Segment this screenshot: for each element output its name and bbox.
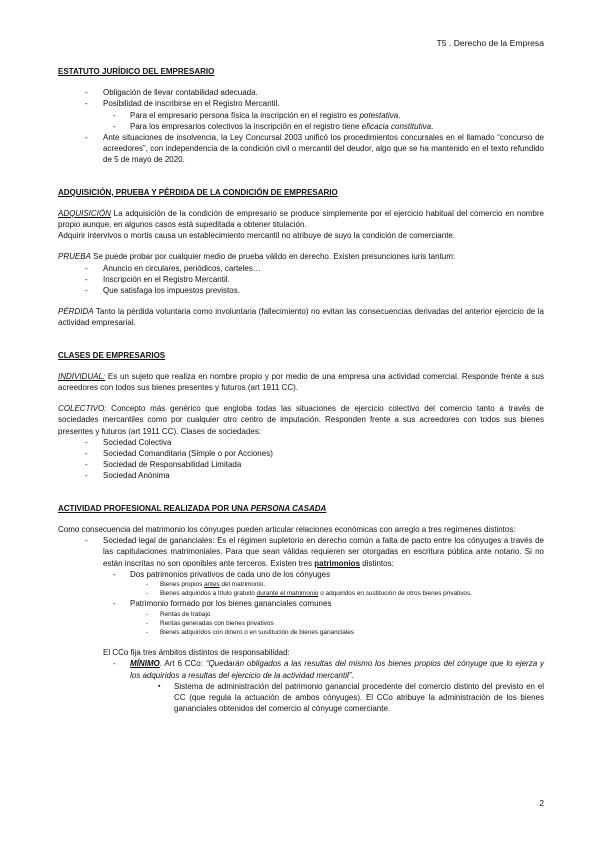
underlined-term: durante el matrimonio: [256, 590, 319, 598]
list-item: - Dos patrimonios privativos de cada uno de los cónyuges: [58, 569, 544, 580]
bullet-list: [58, 87, 544, 165]
paragraph-text: Es un sujeto que realiza en nombre propio y por medio de una empresa una actividad comercial. Responde frente a sus acreedores con todos sus bienes presentes y futuros (art 1911 CC).: [58, 371, 544, 393]
list-item: [58, 110, 544, 121]
list-item: [58, 98, 544, 109]
term-label: PÉRDIDA: [58, 307, 94, 317]
list-item: - Patrimonio formado por los bienes gananciales comunes: [58, 598, 544, 609]
list-item-text: Obligación de llevar contabilidad adecuada.: [103, 88, 258, 98]
list-item: [58, 589, 544, 598]
list-item-text: del matrimonio.: [219, 580, 266, 588]
underlined-term: patrimonios: [314, 558, 361, 568]
section-clases: [58, 350, 544, 482]
title-text: ACTIVIDAD PROFESIONAL REALIZADA POR UNA: [58, 503, 251, 513]
list-item-text: Para los empresarios colectivos la inscripción en el registro tiene: [130, 121, 362, 131]
page-number: 2: [539, 798, 544, 808]
list-item: [58, 535, 544, 569]
section-persona-casada: [58, 503, 544, 715]
section-title: ESTATUTO JURÍDICO DEL EMPRESARIO: [58, 67, 215, 76]
quote-text: “Quedarán obligados a las resultas del mismo los bienes propios del cónyuge que lo ejerza y los adquiridos a resultas del ejercicio de la actividad mercantil”.: [130, 659, 545, 680]
section-adquisicion: [58, 187, 544, 329]
paragraph: [58, 208, 544, 230]
list-item-text: distintos:: [360, 558, 394, 568]
paragraph-text: Concepto más genérico que engloba todas las situaciones de ejercicio colectivo del comercio tanto a través de sociedades mercantiles como por cualquier otro centro de imputación. Responden frente a sus acreedores con todos sus bienes presentes y futuros (art 1911 CC). Clases de sociedades:: [58, 404, 544, 436]
bullet-list: [58, 437, 544, 482]
list-item: - Rentas de trabajo: [58, 610, 544, 619]
list-item: ▪ Sistema de administración del patrimonio ganancial procedente del comercio distinto del previsto en el CC (que regula la actuación de ambos cónyuges). El CCo atribuye la administración de los bienes gananciales obtenidos del comercio al cónyuge comerciante.: [58, 681, 544, 715]
list-item: - Sociedad Colectiva: [58, 437, 544, 448]
list-item-text: Bienes propios: [160, 580, 205, 588]
list-item: - Bienes adquiridos con dinero o en sustitución de bienes gananciales: [58, 628, 544, 637]
section-title: ADQUISICIÓN, PRUEBA Y PÉRDIDA DE LA CONDICIÓN DE EMPRESARIO: [58, 187, 338, 197]
section-estatuto: [58, 66, 544, 166]
list-item: - Sociedad Anónima: [58, 470, 544, 481]
list-item-text: Posibilidad de inscribirse en el Registro Mercantil.: [103, 99, 280, 109]
bullet-list: [58, 658, 544, 714]
list-item-text: Para el empresario persona física la inscripción en el registro es: [130, 110, 360, 120]
page-header: T5 . Derecho de la Empresa: [436, 38, 544, 48]
bullet-list: [58, 263, 544, 297]
list-item: - Rentas generadas con bienes privativos: [58, 619, 544, 628]
list-item: [58, 658, 544, 680]
paragraph-text: La adquisición de la condición de empresario se produce simplemente por el ejercicio habitual del comercio en nombre propio aunque, en algunos casos está supeditada a obtener titulación.: [58, 208, 544, 230]
term-label: COLECTIVO:: [58, 404, 107, 414]
list-item: [58, 580, 544, 589]
paragraph: El CCo fija tres ámbitos distintos de responsabilidad:: [103, 648, 290, 658]
list-item: - Que satisfaga los impuestos previstos.: [58, 285, 544, 296]
list-item: [58, 121, 544, 132]
paragraph-text: Tanto la pérdida voluntaria como involuntaria (fallecimiento) no evitan las consecuencias derivadas del anterior ejercicio de la actividad empresarial.: [58, 307, 544, 328]
paragraph: [58, 371, 544, 393]
punctuation: .: [431, 121, 434, 131]
list-item-text: . Art 6 CCo:: [159, 659, 206, 669]
paragraph: Como consecuencia del matrimonio los cónyuges pueden articular relaciones económicas con arreglo a tres regímenes distintos:: [58, 524, 516, 534]
list-item: - Inscripción en el Registro Mercantil.: [58, 274, 544, 285]
term-label: MÍNIMO: [130, 659, 160, 669]
emphasis-text: eficacia constitutiva: [361, 121, 432, 131]
list-item-text: Ante situaciones de insolvencia, la Ley Concursal 2003 unificó los procedimientos concursales en el llamado “concurso de acreedores”, con independencia de la condición civil o mercantil del deudor, algo que se ha mantenido en el texto refundido de 5 de mayo de 2020.: [103, 133, 544, 165]
paragraph: [58, 306, 544, 328]
term-label: ADQUISICIÓN: [58, 208, 111, 218]
section-title: [58, 503, 544, 514]
paragraph: [58, 251, 544, 262]
list-item: [58, 132, 544, 166]
list-item-text: o adquiridos en sustitución de otros bienes privativos.: [318, 590, 472, 598]
responsibility-block: [58, 647, 544, 658]
section-title: CLASES DE EMPRESARIOS: [58, 350, 166, 360]
list-item: - Anuncio en circulares, periódicos, carteles…: [58, 263, 544, 274]
underlined-term: antes: [204, 580, 220, 588]
paragraph: [58, 403, 544, 437]
paragraph-text: Se puede probar por cualquier medio de prueba válido en derecho. Existen presunciones iuris tantum:: [90, 252, 456, 262]
list-item: - Sociedad Comanditaria (Simple o por Acciones): [58, 448, 544, 459]
list-item: - Sociedad de Responsabilidad Limitada: [58, 459, 544, 470]
punctuation: .: [398, 110, 401, 120]
list-item-text: Bienes adquiridos a título gratuito: [160, 590, 257, 598]
list-item-text: Sociedad legal de gananciales: Es el régimen supletorio en derecho común a falta de pacto entre los cónyuges a través de las capitulaciones matrimoniales. Para que sean válidas requieren ser otorgadas en escritura pública ante notario. Si no están inscritas no son oponibles ante terceros. Existen tres: [103, 536, 544, 568]
page-content: [58, 66, 544, 725]
term-label: INDIVIDUAL:: [58, 371, 106, 381]
list-item: [58, 87, 544, 98]
paragraph: Adquirir intervivos o mortis causa un establecimiento mercantil no atribuye de suyo la condición de comerciante.: [58, 231, 456, 241]
title-emphasis: PERSONA CASADA: [250, 503, 327, 513]
bullet-list: [58, 535, 544, 637]
term-label: PRUEBA: [58, 252, 91, 262]
emphasis-text: potestativa: [359, 110, 399, 120]
